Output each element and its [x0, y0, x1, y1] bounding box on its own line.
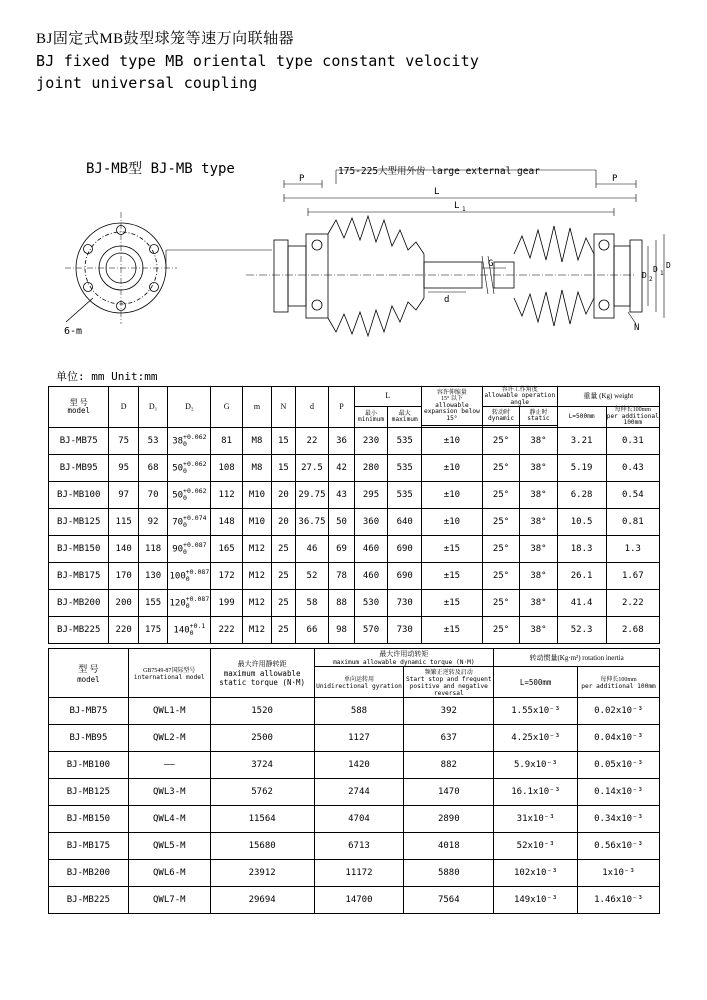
cell-N: 25: [272, 562, 295, 589]
cell-D1: 155: [138, 589, 167, 616]
cell-D: 220: [109, 616, 138, 643]
cell-inertia-add: 0.04x10⁻³: [578, 725, 660, 752]
cell-G: 165: [211, 535, 242, 562]
title-block: [36, 28, 676, 94]
cell-L-max: 640: [388, 508, 422, 535]
gear-note-text: 175-225大型用外齿 large external gear: [338, 166, 540, 177]
svg-text:D: D: [642, 271, 647, 280]
cell-L-max: 690: [388, 562, 422, 589]
cell-dyn-uni: 11172: [314, 860, 404, 887]
cell-dyn-uni: 4704: [314, 806, 404, 833]
th2-static: 最大许用静转距 maximum allowable static torque (N·M): [210, 649, 314, 698]
cell-model: BJ-MB150: [49, 806, 129, 833]
cell-N: 25: [272, 589, 295, 616]
cell-D: 115: [109, 508, 138, 535]
cell-angle-dynamic: 25°: [482, 454, 520, 481]
svg-text:1: 1: [462, 206, 466, 213]
cell-static: 3724: [210, 752, 314, 779]
title-chinese: BJ固定式MB鼓型球笼等速万向联轴器: [36, 31, 295, 47]
cell-D: 95: [109, 454, 138, 481]
cell-D2: 140+0.1 0: [168, 616, 211, 643]
cell-D1: 68: [138, 454, 167, 481]
cell-L-min: 280: [354, 454, 388, 481]
cell-P: 69: [329, 535, 354, 562]
unit-label: 单位: mm Unit:mm: [56, 370, 158, 383]
th-weight-l500: L=500mm: [557, 407, 606, 427]
th-G: G: [211, 387, 242, 428]
cell-D1: 130: [138, 562, 167, 589]
cell-L-min: 230: [354, 427, 388, 454]
th-L: L: [354, 387, 421, 407]
th-D1: D₁: [138, 387, 167, 428]
cell-expansion: ±10: [422, 454, 483, 481]
cell-angle-dynamic: 25°: [482, 562, 520, 589]
cell-dyn-rev: 4018: [404, 833, 494, 860]
cell-L-min: 460: [354, 535, 388, 562]
cell-N: 15: [272, 427, 295, 454]
cell-weight-add: 0.54: [606, 481, 659, 508]
cell-angle-static: 38°: [520, 454, 557, 481]
table-row: [49, 616, 660, 643]
cell-angle-static: 38°: [520, 562, 557, 589]
cell-model: BJ-MB100: [49, 481, 109, 508]
cell-dyn-rev: 1470: [404, 779, 494, 806]
cell-weight-500: 52.3: [557, 616, 606, 643]
cell-D2: 90+0.087 0: [168, 535, 211, 562]
table-row: [49, 535, 660, 562]
cell-d: 58: [295, 589, 329, 616]
cell-weight-500: 10.5: [557, 508, 606, 535]
cell-model: BJ-MB225: [49, 887, 129, 914]
cell-L-max: 535: [388, 427, 422, 454]
svg-text:P: P: [299, 174, 305, 184]
table-row: [49, 752, 660, 779]
cell-inertia-add: 0.14x10⁻³: [578, 779, 660, 806]
cell-intl: QWL4-M: [128, 806, 210, 833]
cell-G: 222: [211, 616, 242, 643]
cell-inertia-add: 0.02x10⁻³: [578, 698, 660, 725]
cell-d: 27.5: [295, 454, 329, 481]
cell-D2: 100+0.087 0: [168, 562, 211, 589]
cell-inertia-500: 5.9x10⁻³: [494, 752, 578, 779]
cell-weight-add: 0.31: [606, 427, 659, 454]
cell-d: 29.75: [295, 481, 329, 508]
cell-P: 88: [329, 589, 354, 616]
th2-model: 型 号 model: [49, 649, 129, 698]
cell-P: 50: [329, 508, 354, 535]
th2-dynamic: 最大许用动转矩 maximum allowable dynamic torque (N·M): [314, 649, 494, 667]
cell-D2: 70+0.074 0: [168, 508, 211, 535]
cell-m: M12: [242, 616, 271, 643]
cell-G: 172: [211, 562, 242, 589]
torque-table: [48, 648, 660, 914]
cell-model: BJ-MB100: [49, 752, 129, 779]
cell-D2: 50+0.062 0: [168, 454, 211, 481]
table-row: [49, 562, 660, 589]
cell-model: BJ-MB175: [49, 833, 129, 860]
cell-L-max: 535: [388, 454, 422, 481]
cell-weight-add: 1.67: [606, 562, 659, 589]
cell-angle-static: 38°: [520, 508, 557, 535]
cell-model: BJ-MB75: [49, 427, 109, 454]
th-d: d: [295, 387, 329, 428]
cell-dyn-rev: 637: [404, 725, 494, 752]
cell-inertia-500: 4.25x10⁻³: [494, 725, 578, 752]
cell-N: 15: [272, 454, 295, 481]
cell-model: BJ-MB225: [49, 616, 109, 643]
cell-model: BJ-MB125: [49, 779, 129, 806]
cell-intl: QWL7-M: [128, 887, 210, 914]
table-row: [49, 833, 660, 860]
cell-G: 148: [211, 508, 242, 535]
cell-P: 78: [329, 562, 354, 589]
cell-P: 42: [329, 454, 354, 481]
cell-d: 46: [295, 535, 329, 562]
flange-front-view: [64, 212, 177, 337]
cell-L-min: 295: [354, 481, 388, 508]
left-joint-assembly: [274, 216, 494, 336]
cell-dyn-uni: 2744: [314, 779, 404, 806]
cell-d: 36.75: [295, 508, 329, 535]
cell-expansion: ±15: [422, 562, 483, 589]
th-L-max: 最大 maximum: [388, 407, 422, 427]
cell-inertia-500: 149x10⁻³: [494, 887, 578, 914]
cell-inertia-500: 16.1x10⁻³: [494, 779, 578, 806]
cell-D: 75: [109, 427, 138, 454]
cell-L-max: 730: [388, 589, 422, 616]
cell-D1: 53: [138, 427, 167, 454]
cell-N: 25: [272, 535, 295, 562]
svg-text:D: D: [653, 265, 658, 274]
cell-expansion: ±15: [422, 535, 483, 562]
cell-dyn-uni: 588: [314, 698, 404, 725]
cell-angle-dynamic: 25°: [482, 427, 520, 454]
cell-model: BJ-MB150: [49, 535, 109, 562]
cell-G: 81: [211, 427, 242, 454]
cell-m: M8: [242, 427, 271, 454]
cell-L-max: 535: [388, 481, 422, 508]
cell-weight-add: 2.22: [606, 589, 659, 616]
table-row: [49, 589, 660, 616]
th-N: N: [272, 387, 295, 428]
cell-weight-500: 18.3: [557, 535, 606, 562]
cell-angle-static: 38°: [520, 535, 557, 562]
cell-d: 52: [295, 562, 329, 589]
technical-drawing: [36, 150, 676, 360]
cell-P: 98: [329, 616, 354, 643]
cell-weight-500: 6.28: [557, 481, 606, 508]
th2-dyn-uni: 单向运转用 Unidirectional gyration: [314, 667, 404, 698]
cell-model: BJ-MB95: [49, 454, 109, 481]
cell-dyn-uni: 1127: [314, 725, 404, 752]
cell-intl: QWL1-M: [128, 698, 210, 725]
th2-inertia-l500: L=500mm: [494, 667, 578, 698]
cell-dyn-uni: 14700: [314, 887, 404, 914]
cell-N: 25: [272, 616, 295, 643]
cell-L-min: 460: [354, 562, 388, 589]
cell-D1: 92: [138, 508, 167, 535]
table-row: [49, 725, 660, 752]
th-angle: 容许工作角度 allowable operation angle: [482, 387, 557, 407]
cell-angle-dynamic: 25°: [482, 508, 520, 535]
th2-inertia-add: 每伸长100mm per additional 100mm: [578, 667, 660, 698]
th-D: D: [109, 387, 138, 428]
cell-weight-add: 0.43: [606, 454, 659, 481]
cell-static: 23912: [210, 860, 314, 887]
cell-intl: QWL2-M: [128, 725, 210, 752]
cell-static: 15680: [210, 833, 314, 860]
cell-inertia-add: 0.56x10⁻³: [578, 833, 660, 860]
cell-static: 29694: [210, 887, 314, 914]
cell-model: BJ-MB200: [49, 860, 129, 887]
right-joint-assembly: [494, 226, 642, 326]
cell-angle-dynamic: 25°: [482, 589, 520, 616]
cell-L-min: 360: [354, 508, 388, 535]
cell-expansion: ±10: [422, 481, 483, 508]
cell-G: 199: [211, 589, 242, 616]
svg-text:N: N: [634, 323, 640, 333]
cell-expansion: ±10: [422, 427, 483, 454]
cell-m: M12: [242, 589, 271, 616]
table-row: [49, 481, 660, 508]
cell-m: M8: [242, 454, 271, 481]
cell-D: 200: [109, 589, 138, 616]
cell-d: 22: [295, 427, 329, 454]
cell-D1: 118: [138, 535, 167, 562]
cell-dyn-rev: 392: [404, 698, 494, 725]
th-m: m: [242, 387, 271, 428]
title-english-line1: BJ fixed type MB oriental type constant velocity: [36, 52, 480, 70]
cell-m: M10: [242, 481, 271, 508]
th-weight-add: 每伸长100mm per additional 100mm: [606, 407, 659, 427]
cell-dyn-rev: 882: [404, 752, 494, 779]
cell-P: 43: [329, 481, 354, 508]
cell-angle-dynamic: 25°: [482, 535, 520, 562]
cell-L-min: 530: [354, 589, 388, 616]
cell-intl: QWL5-M: [128, 833, 210, 860]
cell-weight-add: 1.3: [606, 535, 659, 562]
cell-weight-500: 3.21: [557, 427, 606, 454]
cell-inertia-add: 0.05x10⁻³: [578, 752, 660, 779]
table-row: [49, 427, 660, 454]
table-row: [49, 454, 660, 481]
th2-intl: GB7549-87国际型号 international model: [128, 649, 210, 698]
cell-model: BJ-MB175: [49, 562, 109, 589]
cell-static: 1520: [210, 698, 314, 725]
cell-static: 2500: [210, 725, 314, 752]
cell-N: 20: [272, 508, 295, 535]
cell-dyn-uni: 6713: [314, 833, 404, 860]
table-row: [49, 508, 660, 535]
cell-inertia-add: 1x10⁻³: [578, 860, 660, 887]
dimension-table: [48, 386, 660, 644]
cell-dyn-uni: 1420: [314, 752, 404, 779]
cell-model: BJ-MB95: [49, 725, 129, 752]
svg-text:L: L: [434, 187, 440, 197]
cell-expansion: ±15: [422, 589, 483, 616]
th-model: 型 号 model: [49, 387, 109, 428]
cell-weight-500: 26.1: [557, 562, 606, 589]
cell-D1: 70: [138, 481, 167, 508]
cell-inertia-add: 0.34x10⁻³: [578, 806, 660, 833]
th-L-min: 最小 minimum: [354, 407, 388, 427]
cell-static: 11564: [210, 806, 314, 833]
cell-G: 108: [211, 454, 242, 481]
cell-expansion: ±10: [422, 508, 483, 535]
cell-angle-dynamic: 25°: [482, 481, 520, 508]
svg-text:6-m: 6-m: [64, 326, 83, 337]
svg-text:P: P: [612, 174, 618, 184]
cell-static: 5762: [210, 779, 314, 806]
table-row: [49, 779, 660, 806]
svg-text:d: d: [444, 295, 450, 305]
cell-intl: QWL6-M: [128, 860, 210, 887]
cell-expansion: ±15: [422, 616, 483, 643]
cell-inertia-500: 1.55x10⁻³: [494, 698, 578, 725]
cell-L-max: 690: [388, 535, 422, 562]
cell-D1: 175: [138, 616, 167, 643]
cell-inertia-add: 1.46x10⁻³: [578, 887, 660, 914]
cell-inertia-500: 102x10⁻³: [494, 860, 578, 887]
th-P: P: [329, 387, 354, 428]
cell-angle-static: 38°: [520, 616, 557, 643]
cell-intl: ——: [128, 752, 210, 779]
cell-D: 170: [109, 562, 138, 589]
cell-weight-500: 5.19: [557, 454, 606, 481]
cell-model: BJ-MB75: [49, 698, 129, 725]
cell-dyn-rev: 2890: [404, 806, 494, 833]
cell-inertia-500: 52x10⁻³: [494, 833, 578, 860]
cell-model: BJ-MB125: [49, 508, 109, 535]
table-row: [49, 860, 660, 887]
cell-angle-static: 38°: [520, 481, 557, 508]
cell-angle-static: 38°: [520, 427, 557, 454]
cell-intl: QWL3-M: [128, 779, 210, 806]
th-angle-dynamic: 转动时 dynamic: [482, 407, 520, 426]
cell-D: 97: [109, 481, 138, 508]
th2-inertia: 转动惯量(Kg·m²) rotation inertia: [494, 649, 660, 667]
cell-D2: 120+0.087 0: [168, 589, 211, 616]
cell-m: M12: [242, 562, 271, 589]
cell-D2: 38+0.062 0: [168, 427, 211, 454]
cell-D: 140: [109, 535, 138, 562]
table-row: [49, 806, 660, 833]
type-label: BJ-MB型 BJ-MB type: [86, 161, 235, 177]
cell-weight-add: 2.68: [606, 616, 659, 643]
cell-m: M12: [242, 535, 271, 562]
title-english-line2: joint universal coupling: [36, 74, 258, 92]
cell-N: 20: [272, 481, 295, 508]
svg-text:D: D: [666, 261, 671, 270]
cell-L-max: 730: [388, 616, 422, 643]
cell-model: BJ-MB200: [49, 589, 109, 616]
cell-dyn-rev: 5880: [404, 860, 494, 887]
cell-d: 66: [295, 616, 329, 643]
svg-text:L: L: [454, 201, 460, 211]
cell-angle-static: 38°: [520, 589, 557, 616]
svg-text:2: 2: [649, 276, 653, 283]
cell-L-min: 570: [354, 616, 388, 643]
th2-dyn-rev: 频繁正逆转及启动 Start stop and frequent positive and negative reversal: [404, 667, 494, 698]
svg-text:G: G: [488, 259, 494, 269]
th-D2: D₂: [168, 387, 211, 428]
cell-G: 112: [211, 481, 242, 508]
table-row: [49, 698, 660, 725]
cell-dyn-rev: 7564: [404, 887, 494, 914]
cell-P: 36: [329, 427, 354, 454]
cell-angle-dynamic: 25°: [482, 616, 520, 643]
svg-text:1: 1: [660, 270, 664, 277]
table-row: [49, 887, 660, 914]
cell-inertia-500: 31x10⁻³: [494, 806, 578, 833]
th-expansion: 容许伸缩量 15° 以下 allowable expansion below 15°: [422, 387, 483, 426]
cell-D2: 50+0.062 0: [168, 481, 211, 508]
th-weight: 重量 (Kg) weight: [557, 387, 659, 407]
th-angle-static: 静止时 static: [520, 407, 557, 426]
cell-weight-500: 41.4: [557, 589, 606, 616]
cell-weight-add: 0.81: [606, 508, 659, 535]
cell-m: M10: [242, 508, 271, 535]
